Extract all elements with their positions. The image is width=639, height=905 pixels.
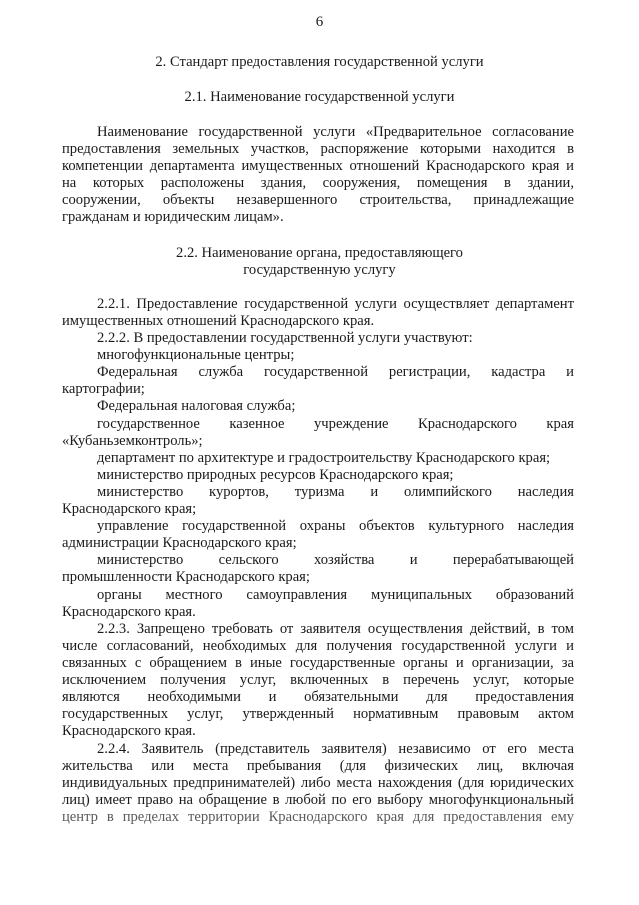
paragraph-line: Краснодарского края; bbox=[62, 501, 197, 517]
page-number: 6 bbox=[315, 14, 324, 30]
paragraph-line: Наименование государственной услуги «Предварительное согласование bbox=[97, 124, 574, 140]
paragraph-line: на которых расположены здания, сооружения, помещения в здании, bbox=[62, 175, 574, 191]
section-title: 2. Стандарт предоставления государственной услуги bbox=[155, 54, 484, 70]
paragraph-line: связанных с обращением в иные государственные органы и организации, за bbox=[62, 655, 574, 671]
paragraph-line: управление государственной охраны объектов культурного наследия bbox=[97, 518, 574, 534]
paragraph-line: государственных услуг, утвержденный нормативным правовым актом bbox=[62, 706, 574, 722]
paragraph-line: министерство курортов, туризма и олимпийского наследия bbox=[97, 484, 574, 500]
paragraph-line: министерство сельского хозяйства и перерабатывающей bbox=[97, 552, 574, 568]
paragraph-line: 2.2.1. Предоставление государственной услуги осуществляет департамент bbox=[97, 296, 574, 312]
paragraph-line: 2.2.4. Заявитель (представитель заявителя) независимо от его места bbox=[97, 741, 574, 757]
paragraph-line: 2.2.2. В предоставлении государственной услуги участвуют: bbox=[97, 330, 473, 346]
paragraph-line: администрации Краснодарского края; bbox=[62, 535, 297, 551]
paragraph-line: «Кубаньземконтроль»; bbox=[62, 433, 203, 449]
paragraph-line: имущественных отношений Краснодарского края. bbox=[62, 313, 375, 329]
paragraph-line: промышленности Краснодарского края; bbox=[62, 569, 310, 585]
paragraph-line: государственное казенное учреждение Краснодарского края bbox=[97, 416, 574, 432]
paragraph-line: предоставления земельных участков, распоряжение которыми находится в bbox=[62, 141, 574, 157]
paragraph-line: министерство природных ресурсов Краснодарского края; bbox=[97, 467, 454, 483]
paragraph-line: Федеральная служба государственной регистрации, кадастра и bbox=[97, 364, 574, 380]
paragraph-line: сооружении, объекты незавершенного строительства, принадлежащие bbox=[62, 192, 574, 208]
paragraph-line: жительства или места пребывания (для физических лиц, включая bbox=[62, 758, 574, 774]
paragraph-line: 2.2.3. Запрещено требовать от заявителя осуществления действий, в том bbox=[97, 621, 574, 637]
subsection-title: государственную услугу bbox=[243, 262, 396, 278]
subsection-title: 2.1. Наименование государственной услуги bbox=[184, 89, 455, 105]
paragraph-line: гражданам и юридическим лицам». bbox=[62, 209, 284, 225]
paragraph-line: центр в пределах территории Краснодарского края для предоставления ему bbox=[62, 809, 574, 825]
paragraph-line: органы местного самоуправления муниципальных образований bbox=[97, 587, 574, 603]
subsection-title: 2.2. Наименование органа, предоставляющего bbox=[176, 245, 463, 261]
paragraph-line: компетенции департамента имущественных отношений Краснодарского края и bbox=[62, 158, 574, 174]
paragraph-line: многофункциональные центры; bbox=[97, 347, 295, 363]
paragraph-line: картографии; bbox=[62, 381, 145, 397]
paragraph-line: являются необходимыми и обязательными для предоставления bbox=[62, 689, 574, 705]
paragraph-line: Краснодарского края. bbox=[62, 723, 196, 739]
paragraph-line: лиц) имеет право на обращение в любой по его выбору многофункциональный bbox=[62, 792, 574, 808]
paragraph-line: Федеральная налоговая служба; bbox=[97, 398, 296, 414]
paragraph-line: департамент по архитектуре и градостроительству Краснодарского края; bbox=[97, 450, 551, 466]
paragraph-line: исключением получения услуг, включенных в перечень услуг, которые bbox=[62, 672, 574, 688]
paragraph-line: числе согласований, необходимых для получения государственной услуги и bbox=[62, 638, 574, 654]
paragraph-line: индивидуальных предпринимателей) либо места нахождения (для юридических bbox=[62, 775, 574, 791]
paragraph-line: Краснодарского края. bbox=[62, 604, 196, 620]
